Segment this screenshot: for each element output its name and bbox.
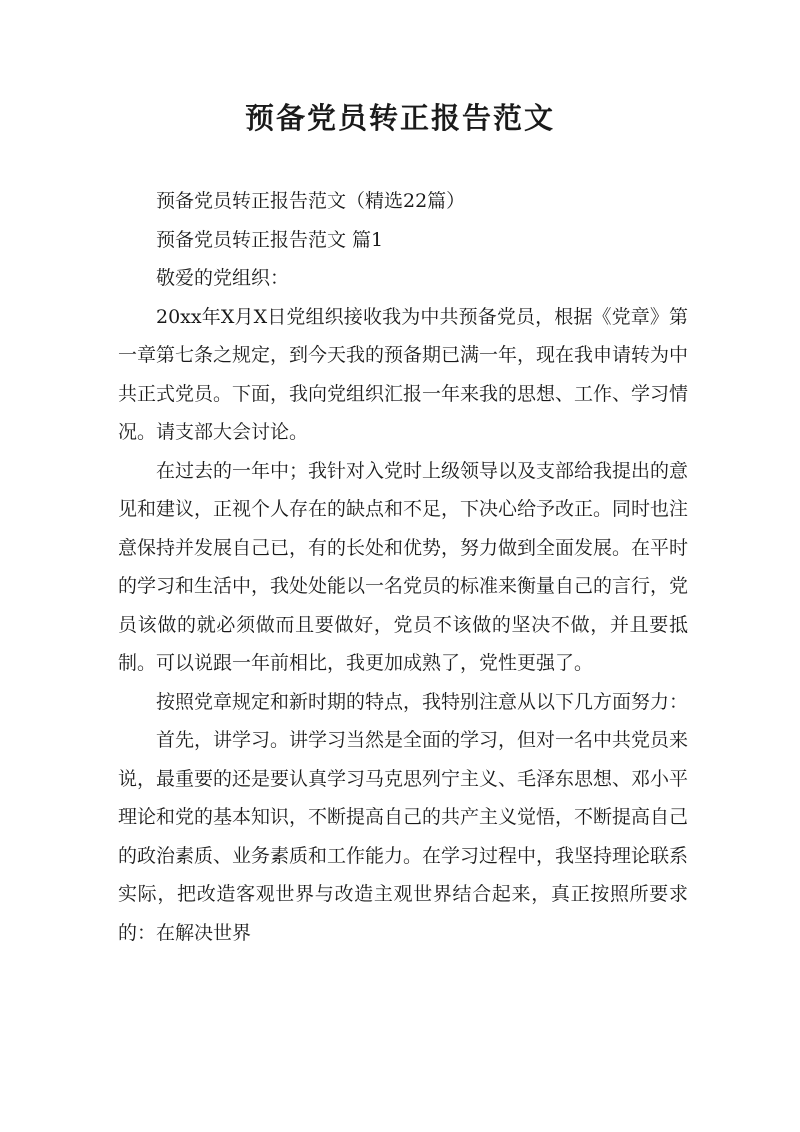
paragraph-intro: 20xx年X月X日党组织接收我为中共预备党员，根据《党章》第一章第七条之规定，到今天我的预备期已满一年，现在我申请转为中共正式党员。下面，我向党组织汇报一年来我的思想、工作、学习情况。请支部大会讨论。 xyxy=(118,305,689,443)
document-body xyxy=(118,182,688,952)
document-title: 预备党员转正报告范文 xyxy=(244,101,555,135)
paragraph-subtitle: 预备党员转正报告范文（精选22篇） xyxy=(156,190,466,212)
paragraph-past-year: 在过去的一年中；我针对入党时上级领导以及支部给我提出的意见和建议，正视个人存在的缺点和不足，下决心给予改正。同时也注意保持并发展自己已，有的长处和优势，努力做到全面发展。在平时的学习和生活中，我处处能以一名党员的标准来衡量自己的言行，党员该做的就必须做而且要做好，党员不该做的坚决不做，并且要抵制。可以说跟一年前相比，我更加成熟了，党性更强了。 xyxy=(118,459,689,674)
paragraph-efforts: 按照党章规定和新时期的特点，我特别注意从以下几方面努力： xyxy=(156,690,689,713)
paragraph-salutation: 敬爱的党组织： xyxy=(156,267,290,289)
paragraph-study: 首先，讲学习。讲学习当然是全面的学习，但对一名中共党员来说，最重要的还是要认真学习马克思列宁主义、毛泽东思想、邓小平理论和党的基本知识，不断提高自己的共产主义觉悟，不断提高自己的政治素质、业务素质和工作能力。在学习过程中，我坚持理论联系实际，把改造客观世界与改造主观世界结合起来，真正按照所要求的：在解决世界 xyxy=(118,729,689,944)
paragraph-section-heading: 预备党员转正报告范文 篇1 xyxy=(156,228,384,251)
